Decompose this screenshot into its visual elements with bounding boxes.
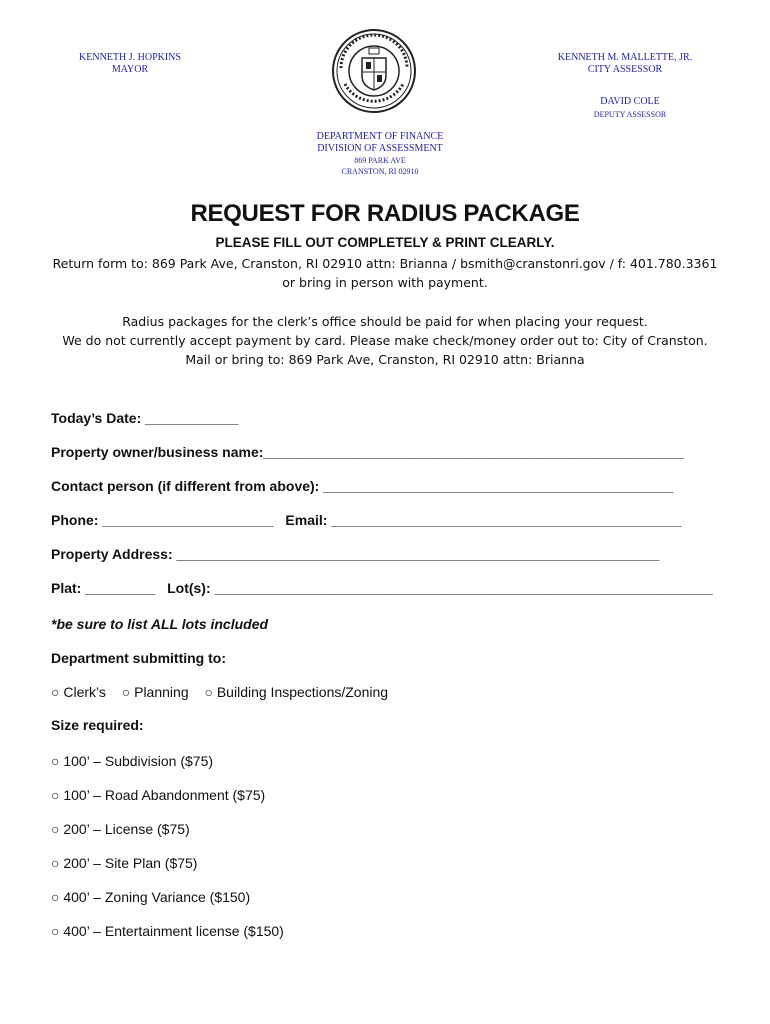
size-option-100-subdivision[interactable]: ○ 100’ – Subdivision ($75) bbox=[51, 753, 214, 769]
form-subtitle: PLEASE FILL OUT COMPLETELY & PRINT CLEARLY. bbox=[215, 235, 555, 250]
date-field[interactable]: Today’s Date: ____________ bbox=[51, 410, 239, 426]
deputy-title: DEPUTY ASSESSOR bbox=[593, 110, 667, 119]
department-label: Department submitting to: bbox=[51, 650, 226, 666]
department-line2: DIVISION OF ASSESSMENT bbox=[317, 143, 443, 154]
option-clerks[interactable]: ○ Clerk’s bbox=[51, 684, 106, 700]
payment-line-2: We do not currently accept payment by card. Please make check/money order out to: City of Cranston. bbox=[62, 333, 708, 348]
owner-field[interactable]: Property owner/business name:______________________________________________________ bbox=[51, 444, 684, 460]
size-option-400-entertainment[interactable]: ○ 400’ – Entertainment license ($150) bbox=[51, 923, 284, 939]
size-label: Size required: bbox=[51, 717, 144, 733]
department-line1: DEPARTMENT OF FINANCE bbox=[316, 131, 444, 142]
payment-line-3: Mail or bring to: 869 Park Ave, Cranston, RI 02910 attn: Brianna bbox=[185, 352, 585, 367]
size-option-200-site-plan[interactable]: ○ 200’ – Site Plan ($75) bbox=[51, 855, 198, 871]
return-line-1: Return form to: 869 Park Ave, Cranston, RI 02910 attn: Brianna / bsmith@cranstonri.gov / f: 401.780.3361 bbox=[52, 256, 718, 271]
city-seal-icon bbox=[331, 28, 417, 114]
address-field[interactable]: Property Address: ______________________________________________________________ bbox=[51, 546, 660, 562]
return-line-2: or bring in person with payment. bbox=[282, 275, 488, 290]
option-building-zoning[interactable]: ○ Building Inspections/Zoning bbox=[204, 684, 389, 700]
contact-field[interactable]: Contact person (if different from above): _____________________________________________ bbox=[51, 478, 674, 494]
department-address1: 869 PARK AVE bbox=[354, 156, 406, 165]
lots-note: *be sure to list ALL lots included bbox=[51, 616, 269, 632]
phone-field[interactable]: Phone: ______________________ bbox=[51, 512, 274, 528]
form-title: REQUEST FOR RADIUS PACKAGE bbox=[190, 200, 580, 227]
size-option-100-road-abandonment[interactable]: ○ 100’ – Road Abandonment ($75) bbox=[51, 787, 266, 803]
email-field[interactable]: Email: _____________________________________________ bbox=[285, 512, 682, 528]
phone-email-row bbox=[51, 512, 682, 528]
department-address2: CRANSTON, RI 02910 bbox=[341, 167, 419, 176]
assessor-name: KENNETH M. MALLETTE, JR. bbox=[557, 52, 693, 63]
department-options bbox=[51, 684, 388, 700]
assessor-block bbox=[540, 52, 710, 76]
mayor-name: KENNETH J. HOPKINS bbox=[79, 52, 181, 63]
size-option-200-license[interactable]: ○ 200’ – License ($75) bbox=[51, 821, 190, 837]
option-planning[interactable]: ○ Planning bbox=[121, 684, 189, 700]
mayor-block bbox=[70, 52, 190, 76]
deputy-block bbox=[560, 95, 700, 121]
deputy-name: DAVID COLE bbox=[600, 96, 660, 107]
plat-field[interactable]: Plat: _________ bbox=[51, 580, 156, 596]
assessor-title: CITY ASSESSOR bbox=[587, 64, 663, 75]
plat-lots-row bbox=[51, 580, 713, 596]
payment-line-1: Radius packages for the clerk’s office should be paid for when placing your request. bbox=[122, 314, 648, 329]
size-option-400-zoning-variance[interactable]: ○ 400’ – Zoning Variance ($150) bbox=[51, 889, 251, 905]
lots-field[interactable]: Lot(s): ________________________________________________________________ bbox=[167, 580, 713, 596]
mayor-title: MAYOR bbox=[111, 64, 149, 75]
department-address bbox=[250, 131, 510, 177]
